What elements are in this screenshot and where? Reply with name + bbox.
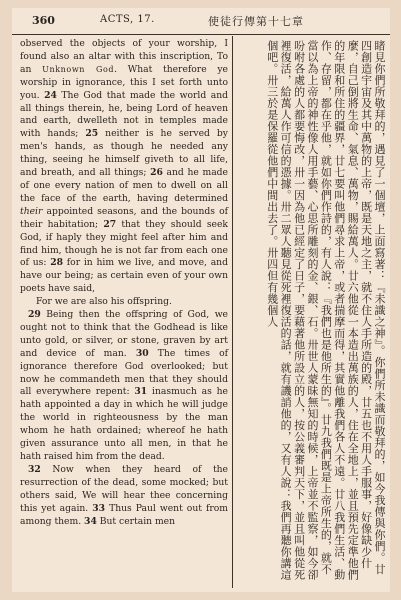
bible-page: [12, 8, 390, 592]
page-number: 360: [32, 14, 55, 27]
english-column: [20, 38, 228, 528]
chinese-running-title: 使徒行傳第十七章: [208, 15, 304, 28]
page-header: [12, 8, 390, 35]
chinese-column: 睹見你們所敬拜的，遇見了一個壇，上面寫著：『未識之神』。你們所未識而敬拜的，如今我傳與你們。廿四創造宇宙及其中萬物的上帝，既是天地之主，就不住人手所造的殿，廿五也不用人手服事，好像缺少什麼，自己倒將生命、氣息、萬物，賜給萬人。廿六他從一本造出萬族的人，住在全地上，並且預先定準他們的年限和所住的疆界，廿七要叫他們尋求上帝，或者揣摩而得，其實他離我們各人不遠。廿八我們生活、動作、存留，都在乎他，就如你們作詩的，有人說：『我們也是他所生的』。廿九我們既是上帝所生的，就不當以為上帝的神性像人用手藝、心思所雕刻的金、銀、石。卅世人蒙昧無知的時候，上帝並不監察，如今卻吩咐各處的人都要悔改，卅一因為他已經定了日子，要藉著他所設立的人，按公義審判天下，並且叫他從死裡復活，給萬人作可信的憑據。卅二眾人聽見從死裡復活的話，就有譏誚他的，又有人說：我們再聽你講這個吧。卅三於是保羅從他們中間出去了。卅四但有幾個人: [265, 40, 386, 581]
poetry-quote: For we are also his offspring.: [36, 296, 172, 308]
english-paragraph-2: 29 Being then the offspring of God, we ought not to think that the Godhead is like unto gold, or silver, or stone, graven by art and device of man. 30 The times of ignorance therefore God overlooked; but now he commandeth men that they should all everywhere repent: 31 inasmuch as he hath appointed a day in which he will judge the world in righteousness by the man whom he hath ordained; whereof he hath given assurance unto all men, in that he hath raised him from the dead.: [20, 309, 229, 462]
english-paragraph-3: 32 Now when they heard of the resurrection of the dead, some mocked; but others said, We will hear thee concerning this yet again. 33 Thus Paul went out from among them. 34 But certain men: [20, 463, 228, 527]
english-paragraph: observed the objects of your worship, I found also an altar with this inscription, To an Unknown God. What therefore ye worship in ignorance, this I set forth unto you. 24 The God that made the world and all things therein, he, being Lord of heaven and earth, dwelleth not in temples made with hands; 25 neither is he served by men's hands, as though he needed any thing, seeing he himself giveth to all life, and breath, and all things; 26 and he made of one every nation of men to dwell on all the face of the earth, having determined their appointed seasons, and the bounds of their habitation; 27 that they should seek God, if haply they might feel after him and find him, though he is not far from each one of us: 28 for in him we live, and move, and have our being; as certain even of your own poets have said,: [20, 38, 228, 295]
column-divider: [232, 36, 233, 588]
running-title: ACTS, 17.: [100, 14, 155, 25]
